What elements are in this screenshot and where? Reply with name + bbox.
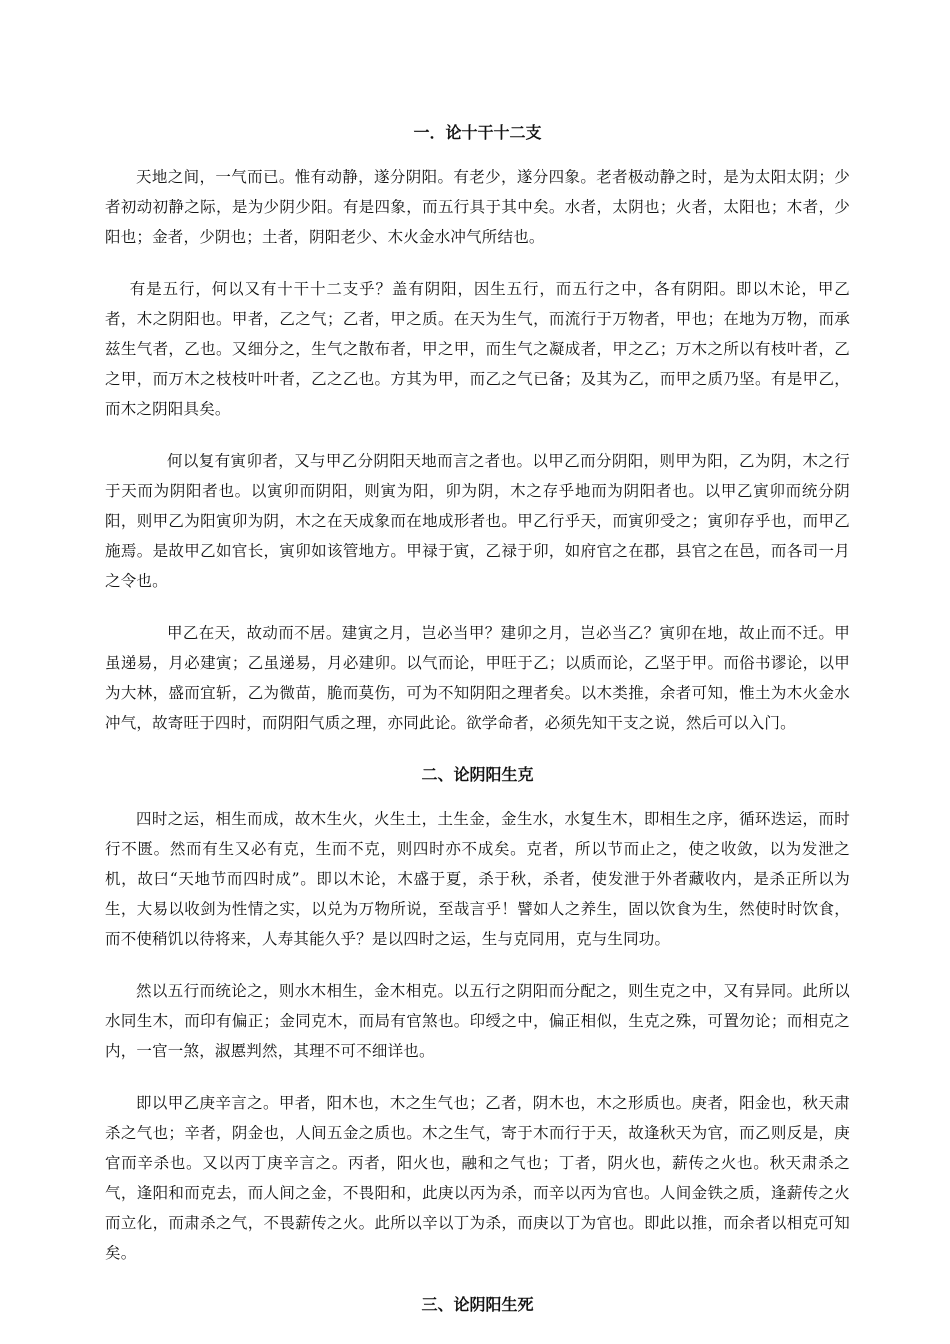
paragraph-1-1: 天地之间，一气而已。惟有动静，遂分阴阳。有老少，遂分四象。老者极动静之时，是为太阳太阴；少者初动初静之际，是为少阴少阳。有是四象，而五行具于其中矣。水者，太阴也；火者，太阳也；木者，少阳也；金者，少阴也；土者，阴阳老少、木火金水冲气所结也。 (105, 168, 850, 246)
paragraph-1-3: 何以复有寅卯者，又与甲乙分阴阳天地而言之者也。以甲乙而分阴阳，则甲为阳，乙为阴，木之行于天而为阴阳者也。以寅卯而阴阳，则寅为阳，卯为阴，木之存乎地而为阴阳者也。以甲乙寅卯而统分阴阳，则甲乙为阳寅卯为阴，木之在天成象而在地成形者也。甲乙行乎天，而寅卯受之；寅卯存乎也，而甲乙施焉。是故甲乙如官长，寅卯如该管地方。甲禄于寅，乙禄于卯，如府官之在郡，县官之在邑，而各司一月之令也。 (105, 452, 850, 590)
paragraph-1-2: 有是五行，何以又有十干十二支乎？盖有阴阳，因生五行，而五行之中，各有阴阳。即以木论，甲乙者，木之阴阳也。甲者，乙之气；乙者，甲之质。在天为生气，而流行于万物者，甲也；在地为万物，而承兹生气者，乙也。又细分之，生气之散布者，甲之甲，而生气之凝成者，甲之乙；万木之所以有枝叶者，乙之甲，而万木之枝枝叶叶者，乙之乙也。方其为甲，而乙之气已备；及其为乙，而甲之质乃坚。有是甲乙，而木之阴阳具矣。 (105, 280, 850, 418)
paragraph-2-2: 然以五行而统论之，则水木相生，金木相克。以五行之阴阳而分配之，则生克之中，又有异同。此所以水同生木，而印有偏正；金同克木，而局有官煞也。印绶之中，偏正相似，生克之殊，可置勿论；而相克之内，一官一煞，淑慝判然，其理不可不细详也。 (105, 982, 850, 1060)
section-title-1: 一．论十干十二支 (413, 123, 542, 142)
paragraph-1-4: 甲乙在天，故动而不居。建寅之月，岂必当甲？建卯之月，岂必当乙？寅卯在地，故止而不迁。甲虽递易，月必建寅；乙虽递易，月必建卯。以气而论，甲旺于乙；以质而论，乙坚于甲。而俗书谬论，以甲为大林，盛而宜斩，乙为微苗，脆而莫伤，可为不知阴阳之理者矣。以木类推，余者可知，惟土为木火金水冲气，故寄旺于四时，而阴阳气质之理，亦同此论。欲学命者，必须先知干支之说，然后可以入门。 (105, 624, 850, 732)
paragraph-2-3: 即以甲乙庚辛言之。甲者，阳木也，木之生气也；乙者，阴木也，木之形质也。庚者，阳金也，秋天肃杀之气也；辛者，阴金也，人间五金之质也。木之生气，寄于木而行于天，故逢秋天为官，而乙则反是，庚官而辛杀也。又以丙丁庚辛言之。丙者，阳火也，融和之气也；丁者，阴火也，薪传之火也。秋天肃杀之气，逢阳和而克去，而人间之金，不畏阳和，此庚以丙为杀，而辛以丙为官也。人间金铁之质，逢薪传之火而立化，而肃杀之气，不畏薪传之火。此所以辛以丁为杀，而庚以丁为官也。即此以推，而余者以相克可知矣。 (105, 1094, 850, 1262)
section-title-2: 二、论阴阳生克 (421, 765, 534, 784)
section-title-3: 三、论阴阳生死 (421, 1295, 534, 1314)
document-body (105, 118, 850, 1334)
paragraph-2-1: 四时之运，相生而成，故木生火，火生土，土生金，金生水，水复生木，即相生之序，循环迭运，而时行不匮。然而有生又必有克，生而不克，则四时亦不成矣。克者，所以节而止之，使之收敛，以为发泄之机，故曰“天地节而四时成”。即以木论，木盛于夏，杀于秋，杀者，使发泄于外者藏收内，是杀正所以为生，大易以收剑为性情之实，以兑为万物所说，至哉言乎！譬如人之养生，固以饮食为生，然使时时饮食，而不使稍饥以待将来，人寿其能久乎？是以四时之运，生与克同用，克与生同功。 (105, 810, 850, 948)
